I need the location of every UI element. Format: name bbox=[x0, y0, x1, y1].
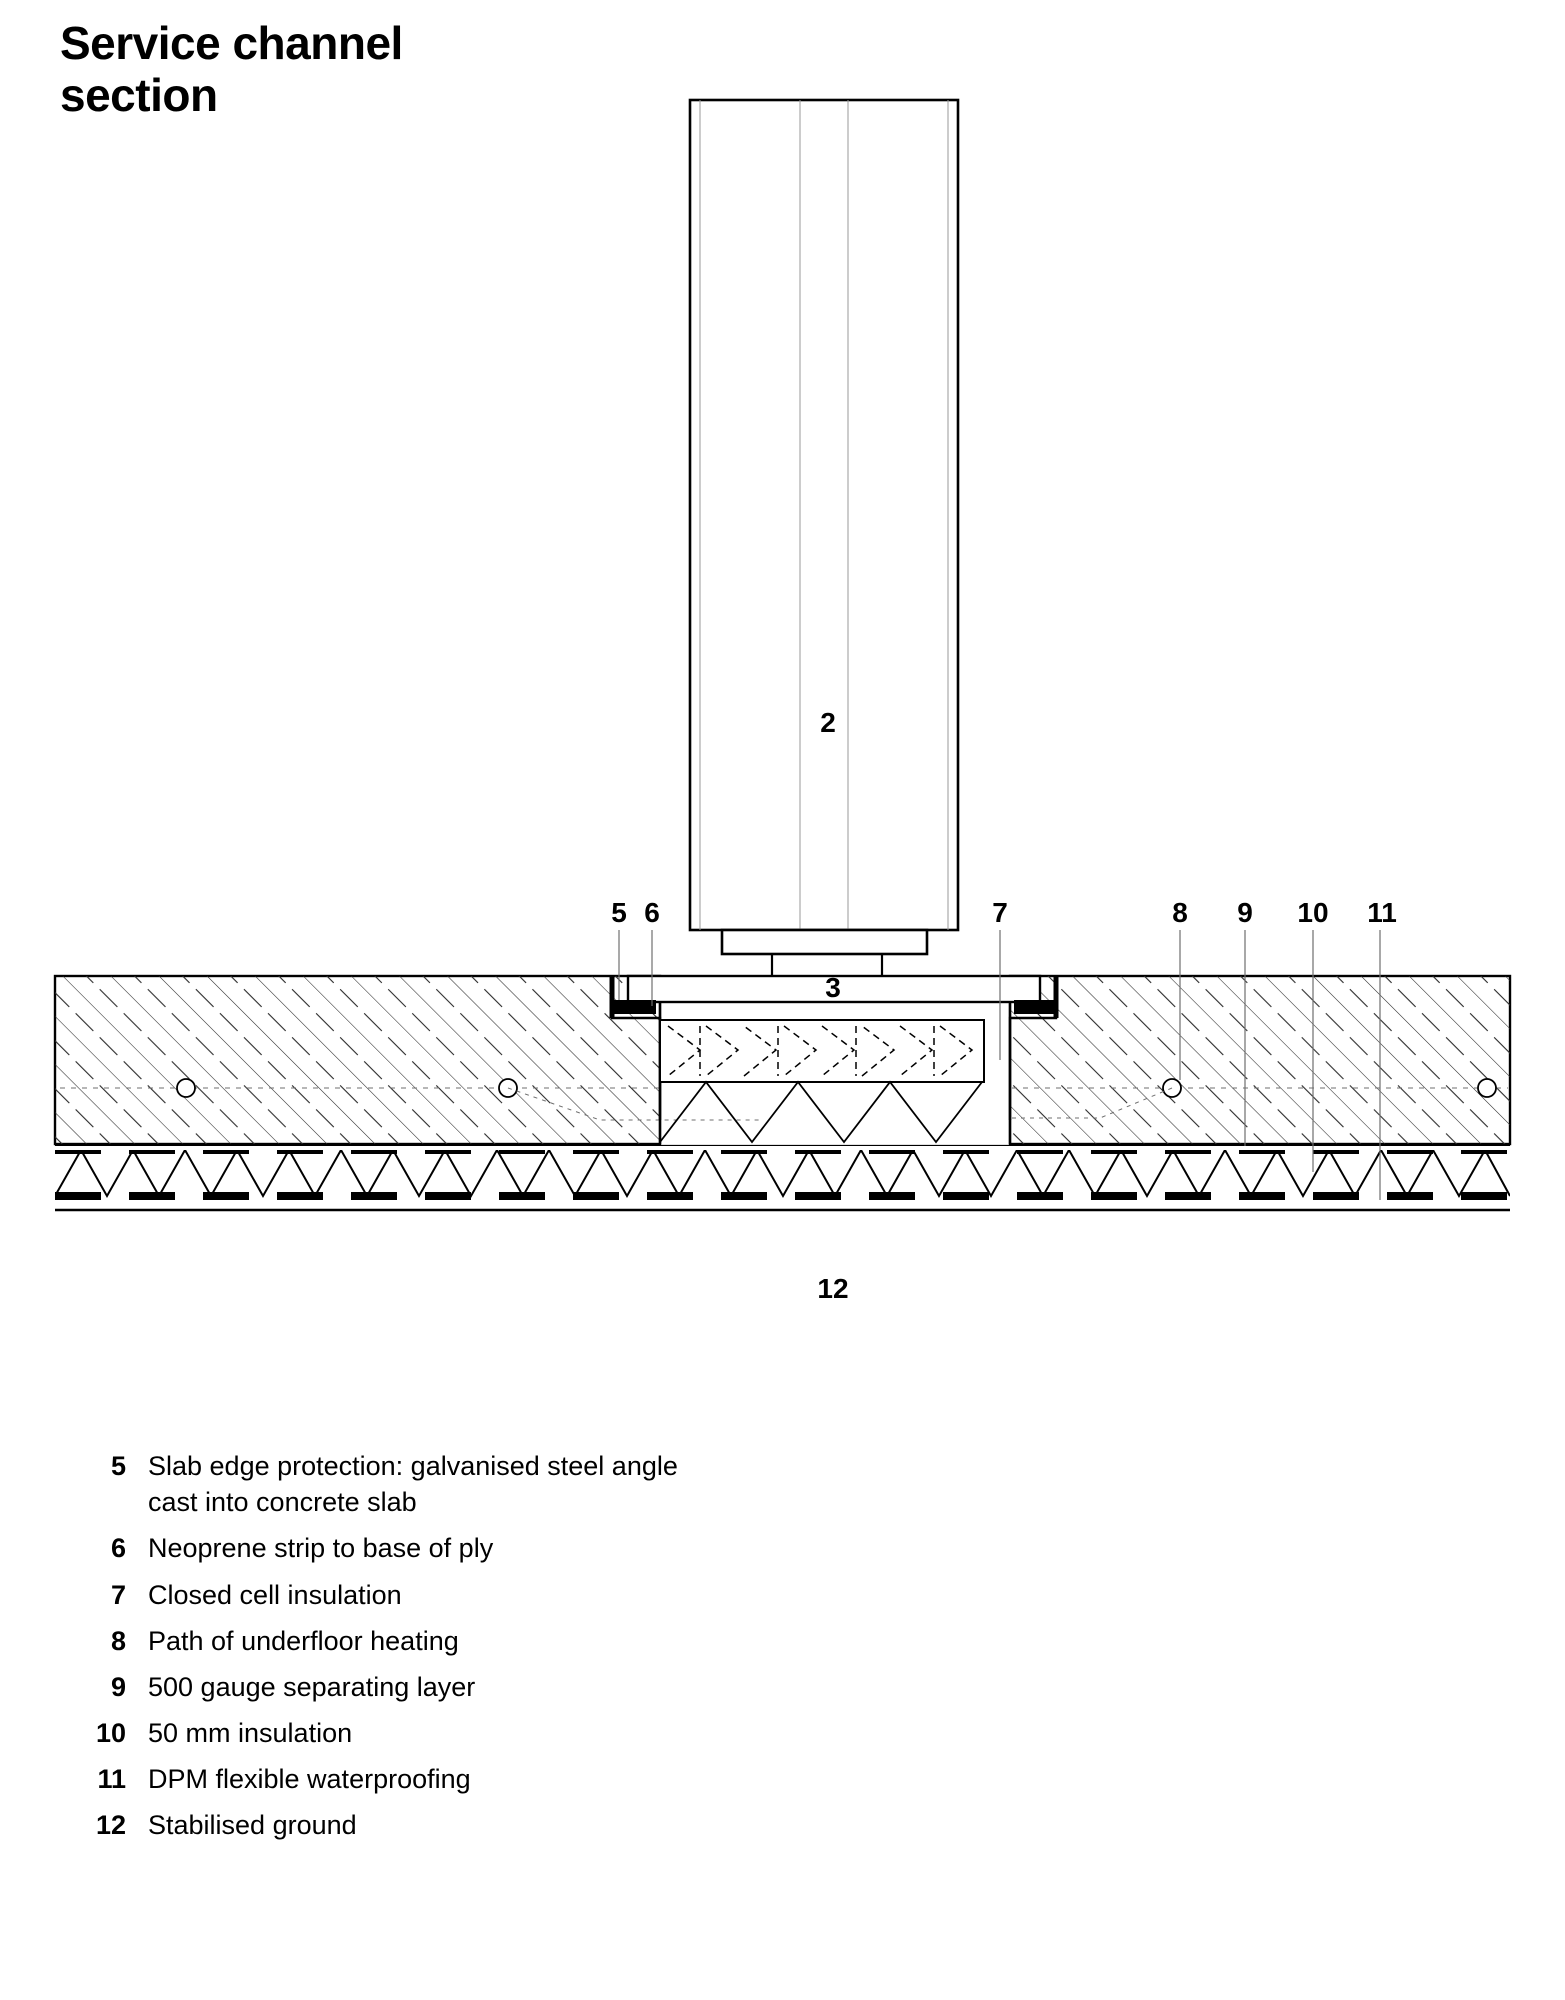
legend-number: 7 bbox=[110, 1579, 126, 1610]
legend-label: Slab edge protection: galvanised steel angle cast into concrete slab bbox=[148, 1451, 678, 1518]
callout-2: 2 bbox=[820, 707, 836, 738]
callout-5: 5 bbox=[611, 897, 627, 928]
legend-item-8 bbox=[72, 1623, 972, 1659]
legend-item-7 bbox=[72, 1577, 972, 1613]
legend-label: DPM flexible waterproofing bbox=[148, 1764, 471, 1795]
substrate-layers bbox=[55, 1146, 1510, 1210]
legend-label: Closed cell insulation bbox=[148, 1579, 402, 1610]
legend-number: 12 bbox=[95, 1810, 126, 1841]
callout-9: 9 bbox=[1237, 897, 1253, 928]
legend-label: 50 mm insulation bbox=[148, 1718, 353, 1749]
legend-number: 8 bbox=[110, 1625, 126, 1656]
legend-label: Path of underfloor heating bbox=[148, 1625, 459, 1656]
legend-label: Neoprene strip to base of ply bbox=[148, 1533, 494, 1564]
legend-item-5 bbox=[72, 1448, 972, 1520]
legend-list bbox=[72, 1448, 972, 1854]
callout-11: 11 bbox=[1367, 897, 1397, 928]
callout-7: 7 bbox=[992, 897, 1008, 928]
legend-item-12 bbox=[72, 1807, 972, 1843]
callout-12: 12 bbox=[817, 1273, 849, 1304]
column-assembly bbox=[690, 100, 958, 982]
callout-10: 10 bbox=[1297, 897, 1329, 928]
legend-number: 6 bbox=[110, 1533, 126, 1564]
callout-8: 8 bbox=[1172, 897, 1188, 928]
callout-3: 3 bbox=[825, 972, 841, 1003]
legend-number: 9 bbox=[110, 1671, 126, 1702]
legend-number: 5 bbox=[110, 1451, 126, 1481]
legend-label: Stabilised ground bbox=[148, 1810, 357, 1841]
legend-item-9 bbox=[72, 1669, 972, 1705]
legend-number: 11 bbox=[97, 1764, 126, 1795]
page-title-line-1: Service channel bbox=[60, 17, 403, 69]
legend-item-11 bbox=[72, 1761, 972, 1797]
legend-item-6 bbox=[72, 1530, 972, 1566]
page-title-line-2: section bbox=[60, 68, 218, 121]
legend-label: 500 gauge separating layer bbox=[148, 1671, 476, 1702]
legend-number: 10 bbox=[95, 1718, 126, 1749]
callout-6: 6 bbox=[644, 897, 660, 928]
legend-item-10 bbox=[72, 1715, 972, 1751]
